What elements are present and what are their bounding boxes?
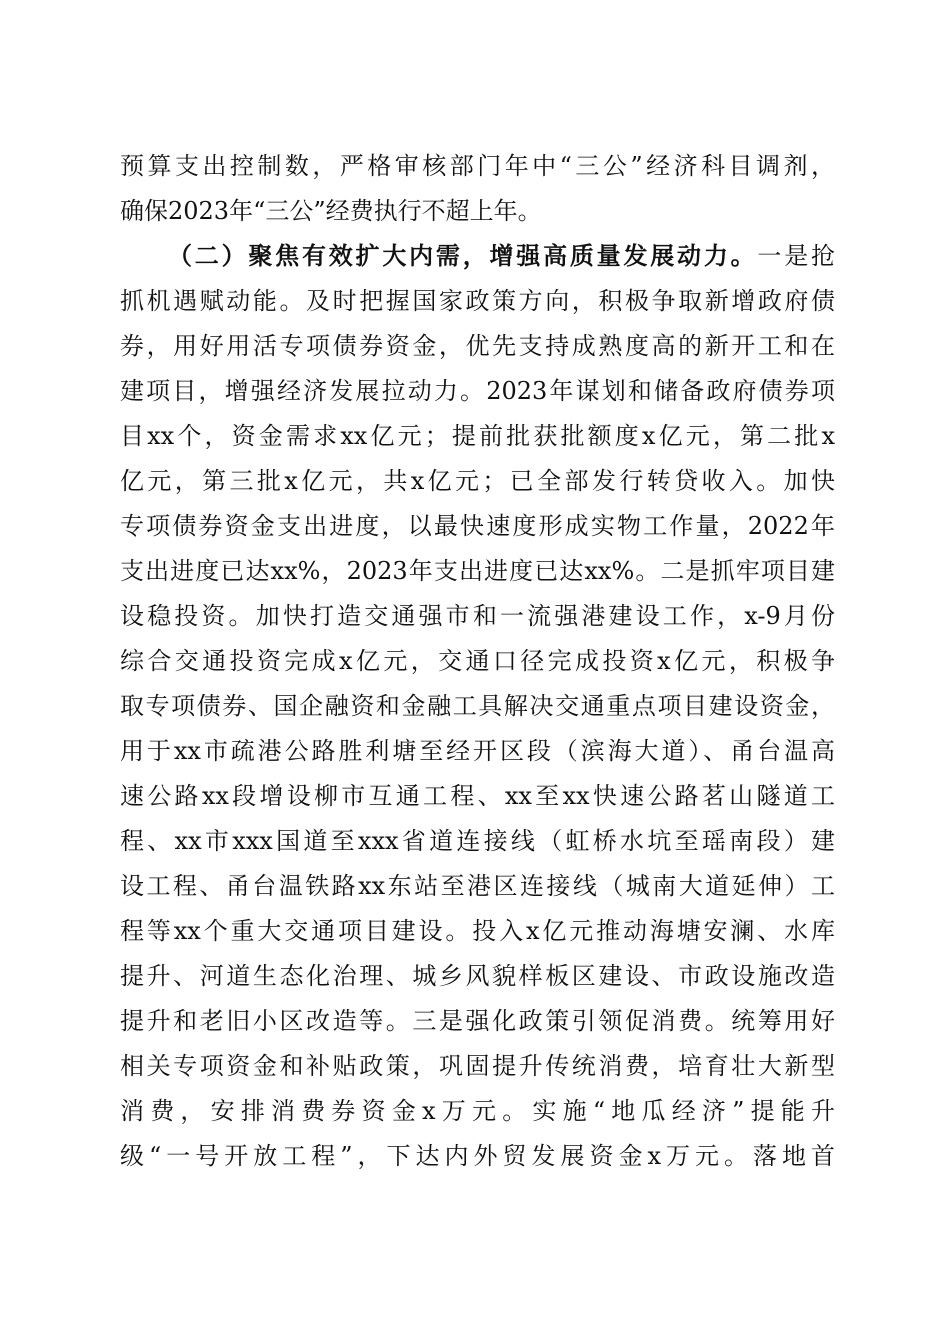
text-line: 程等xx个重大交通项目建设。投入x亿元推动海塘安澜、水库 xyxy=(120,917,835,945)
text-line: 确保2023年“三公”经费执行不超上年。 xyxy=(120,197,542,225)
text-line: 专项债券资金支出进度，以最快速度形成实物工作量，2022年 xyxy=(120,512,835,540)
text-line: 提升和老旧小区改造等。三是强化政策引领促消费。统筹用好 xyxy=(120,1007,835,1035)
text-line: 速公路xx段增设柳市互通工程、xx至xx快速公路茗山隧道工 xyxy=(120,782,835,810)
text-line: 设工程、甬台温铁路xx东站至港区连接线（城南大道延伸）工 xyxy=(120,872,835,900)
text-line: 综合交通投资完成x亿元，交通口径完成投资x亿元，积极争 xyxy=(120,647,835,675)
text-line: 提升、河道生态化治理、城乡风貌样板区建设、市政设施改造 xyxy=(120,962,835,990)
text-line: 亿元，第三批x亿元，共x亿元；已全部发行转贷收入。加快 xyxy=(120,467,835,495)
section-heading: （二）聚焦有效扩大内需，增强高质量发展动力。 xyxy=(168,241,758,270)
text-line: 预算支出控制数，严格审核部门年中“三公”经济科目调剂， xyxy=(120,152,835,180)
text-line: 程、xx市xxx国道至xxx省道连接线（虹桥水坑至瑶南段）建 xyxy=(120,827,835,855)
text-line: 设稳投资。加快打造交通强市和一流强港建设工作，x-9月份 xyxy=(120,602,835,630)
text-line: 抓机遇赋动能。及时把握国家政策方向，积极争取新增政府债 xyxy=(120,287,835,315)
text-line: 用于xx市疏港公路胜利塘至经开区段（滨海大道）、甬台温高 xyxy=(120,737,835,765)
text-line: 支出进度已达xx%，2023年支出进度已达xx%。二是抓牢项目建 xyxy=(120,557,835,585)
text-line: 建项目，增强经济发展拉动力。2023年谋划和储备政府债券项 xyxy=(120,377,835,405)
text-line: 取专项债券、国企融资和金融工具解决交通重点项目建设资金， xyxy=(120,692,835,720)
text-line: 级“一号开放工程”，下达内外贸发展资金x万元。落地首 xyxy=(120,1142,835,1170)
section-heading-line xyxy=(168,236,835,276)
text-line: 消费，安排消费券资金x万元。实施“地瓜经济”提能升 xyxy=(120,1097,835,1125)
text-line: 券，用好用活专项债券资金，优先支持成熟度高的新开工和在 xyxy=(120,332,835,360)
text-line: 目xx个，资金需求xx亿元；提前批获批额度x亿元，第二批x xyxy=(120,422,835,450)
section-heading-tail: 一是抢 xyxy=(757,242,836,270)
text-line: 相关专项资金和补贴政策，巩固提升传统消费，培育壮大新型 xyxy=(120,1052,835,1080)
